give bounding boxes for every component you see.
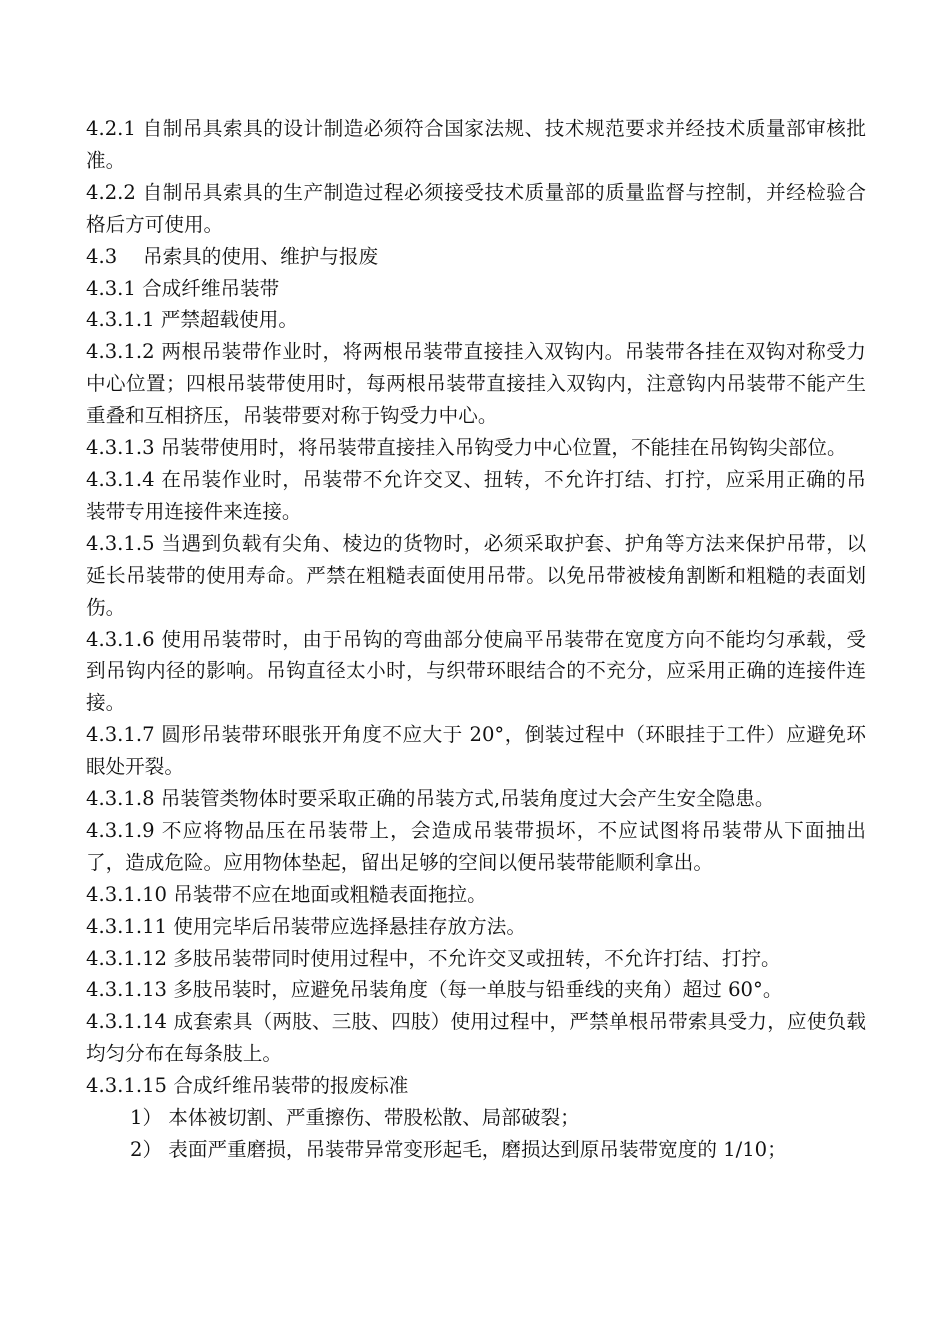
paragraph-4-3-1-1: 4.3.1.1 严禁超载使用。 [86, 308, 298, 332]
paragraph-4-3-1-4: 4.3.1.4 在吊装作业时，吊装带不允许交叉、扭转，不允许打结、打拧，应采用正确的吊装带专用连接件来连接。 [86, 467, 866, 523]
paragraph-4-3-1-10: 4.3.1.10 吊装带不应在地面或粗糙表面拖拉。 [86, 882, 487, 906]
paragraph-4-2-1: 4.2.1 自制吊具索具的设计制造必须符合国家法规、技术规范要求并经技术质量部审核批准。 [86, 117, 866, 172]
section-heading-4-3: 4.3 吊索具的使用、维护与报废 [86, 244, 379, 268]
subsection-heading-4-3-1: 4.3.1 合成纤维吊装带 [86, 276, 280, 300]
document-body [86, 113, 866, 1166]
paragraph-4-3-1-13: 4.3.1.13 多肢吊装时，应避免吊装角度（每一单肢与铅垂线的夹角）超过 60°。 [86, 978, 783, 1002]
paragraph-4-3-1-15: 4.3.1.15 合成纤维吊装带的报废标准 [86, 1074, 409, 1098]
paragraph-4-3-1-2: 4.3.1.2 两根吊装带作业时，将两根吊装带直接挂入双钩内。吊装带各挂在双钩对称受力中心位置；四根吊装带使用时，每两根吊装带直接挂入双钩内，注意钩内吊装带不能产生重叠和互相挤压，吊装带要对称于钩受力中心。 [86, 340, 866, 428]
paragraph-4-3-1-12: 4.3.1.12 多肢吊装带同时使用过程中，不允许交叉或扭转，不允许打结、打拧。 [86, 946, 781, 970]
list-item: 1） 本体被切割、严重擦伤、带股松散、局部破裂； [130, 1106, 580, 1130]
paragraph-4-3-1-11: 4.3.1.11 使用完毕后吊装带应选择悬挂存放方法。 [86, 914, 526, 938]
paragraph-4-2-2: 4.2.2 自制吊具索具的生产制造过程必须接受技术质量部的质量监督与控制，并经检验合格后方可使用。 [86, 180, 866, 236]
paragraph-4-3-1-6: 4.3.1.6 使用吊装带时，由于吊钩的弯曲部分使扁平吊装带在宽度方向不能均匀承载，受到吊钩内径的影响。吊钩直径太小时，与织带环眼结合的不充分，应采用正确的连接件连接。 [86, 627, 866, 715]
paragraph-4-3-1-3: 4.3.1.3 吊装带使用时，将吊装带直接挂入吊钩受力中心位置，不能挂在吊钩钩尖部位。 [86, 436, 847, 460]
list-item: 2） 表面严重磨损，吊装带异常变形起毛，磨损达到原吊装带宽度的 1/10； [130, 1138, 787, 1161]
paragraph-4-3-1-7: 4.3.1.7 圆形吊装带环眼张开角度不应大于 20°，倒装过程中（环眼挂于工件）应避免环眼处开裂。 [86, 723, 866, 779]
paragraph-4-3-1-8: 4.3.1.8 吊装管类物体时要采取正确的吊装方式,吊装角度过大会产生安全隐患。 [86, 787, 775, 811]
paragraph-4-3-1-14: 4.3.1.14 成套索具（两肢、三肢、四肢）使用过程中，严禁单根吊带索具受力，应使负载均匀分布在每条肢上。 [86, 1010, 866, 1066]
paragraph-4-3-1-5: 4.3.1.5 当遇到负载有尖角、棱边的货物时，必须采取护套、护角等方法来保护吊带，以延长吊装带的使用寿命。严禁在粗糙表面使用吊带。以免吊带被棱角割断和粗糙的表面划伤。 [86, 531, 866, 619]
paragraph-4-3-1-9: 4.3.1.9 不应将物品压在吊装带上，会造成吊装带损坏，不应试图将吊装带从下面抽出了，造成危险。应用物体垫起，留出足够的空间以便吊装带能顺利拿出。 [86, 818, 866, 874]
